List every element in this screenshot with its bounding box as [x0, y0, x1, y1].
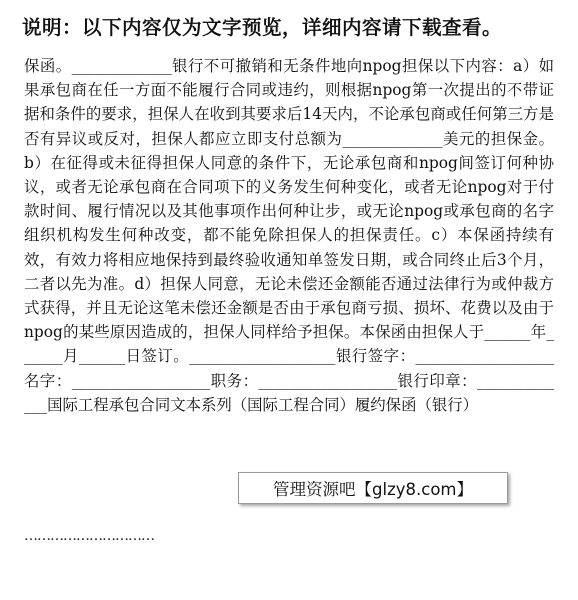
- document-body-text: 保函。_____________银行不可撤销和无条件地向npog担保以下内容：a）如果承包商在任一方面不能履行合同或违约，则根据npog第一次提出的不带证据和条件的要求，担保人在收到其要求后14天内，不论承包商或任何第三方是否有异议或反对，担保人都应立即支付总额为_____________美元的担保金。b）在征得或未征得担保人同意的条件下，无论承包商和npog间签订何种协议，或者无论承包商在合同项下的义务发生何种变化，或者无论npog对于付款时间、履行情况以及其他事项作出何种让步，或无论npog或承包商的名字组织机构发生何种改变，都不能免除担保人的担保责任。c）本保函持续有效，有效力将相应地保持到最终验收通知单签发日期，或合同终止后3个月，二者以先为准。d）担保人同意，无论未偿还金额能否通过法律行为或仲裁方式获得，并且无论这笔未偿还金额是否由于承包商亏损、损坏、花费以及由于npog的某些原因造成的，担保人同样给予担保。本保函由担保人于______年______月______日签订。___________________银行签字：__________________名字：__________________职务：__________________银行印章：_____________国际工程承包合同文本系列（国际工程合同）履约保函（银行）: [24, 57, 554, 414]
- ellipsis-dots: …………………………: [24, 528, 154, 544]
- watermark-banner: 管理资源吧【glzy8.com】: [238, 472, 508, 504]
- preview-notice: 说明：以下内容仅为文字预览，详细内容请下载查看。: [22, 16, 503, 39]
